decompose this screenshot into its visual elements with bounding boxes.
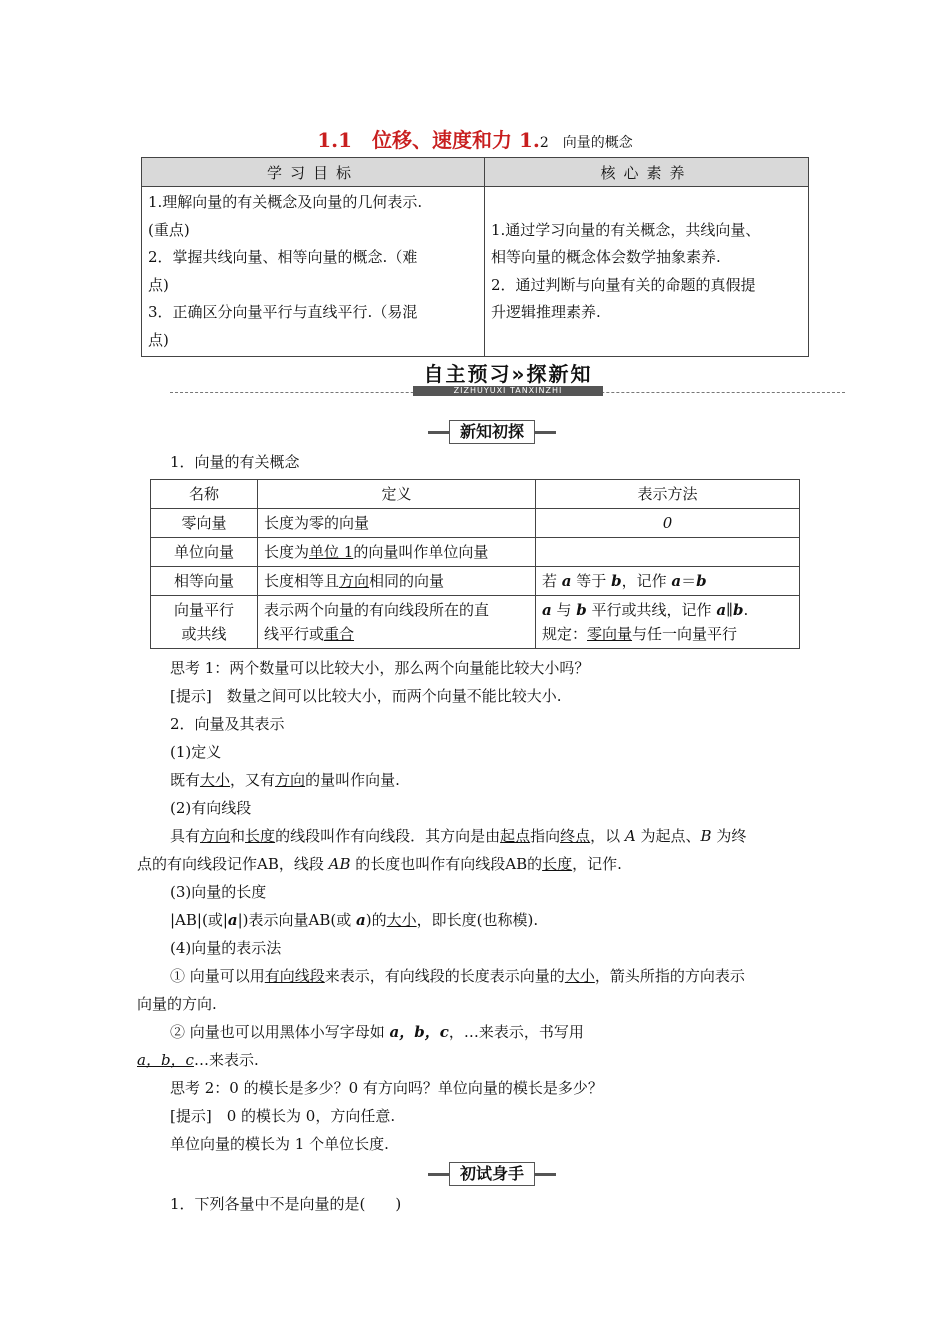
think-1: 思考 1：两个数量可以比较大小，那么两个向量能比较大小吗？	[170, 659, 590, 677]
concept-table: 名称 定义 表示方法 零向量 长度为零的向量 0 单位向量 长度为单位 1的向量叫作单位向量 相等向量 长度相等且方向相同的向量 若 a 等于 b，记作 a＝b 向量平行 或共线 表示两个向量的有向线段所在的直 线平行或重合 a 与 b 平行或共线，记作 a∥b. 规定：零向量与任一向量平行	[150, 479, 800, 649]
hint-1: [提示] 数量之间可以比较大小，而两个向量不能比较大小.	[170, 687, 562, 705]
banner-subtitle: ZIZHUYUXI TANXINZHI	[413, 386, 603, 396]
think-2: 思考 2：0 的模长是多少？0 有方向吗？单位向量的模长是多少？	[170, 1079, 603, 1097]
objectives-left-cell: 1.理解向量的有关概念及向量的几何表示. (重点) 2．掌握共线向量、相等向量的概念.（难 点) 3．正确区分向量平行与直线平行.（易混 点)	[142, 187, 485, 357]
definition-line: 既有大小，又有方向的量叫作向量.	[170, 771, 400, 789]
objectives-head-left: 学习目标	[142, 158, 485, 187]
hint-2: [提示] 0 的模长为 0，方向任意.	[170, 1107, 396, 1125]
chip-try-it: 初试身手	[428, 1162, 556, 1186]
lesson-title: 1.1 位移、速度和力 1.2 向量的概念	[317, 128, 633, 152]
section-banner: 自主预习»探新知 ZIZHUYUXI TANXINZHI	[170, 362, 845, 402]
question-1: 1．下列各量中不是向量的是( )	[170, 1195, 402, 1213]
objectives-table	[141, 157, 809, 357]
objectives-right-cell: 1.通过学习向量的有关概念，共线向量、 相等向量的概念体会数学抽象素养. 2．通过判断与向量有关的命题的真假提 升逻辑推理素养.	[485, 187, 809, 357]
chip-new-knowledge: 新知初探	[428, 420, 556, 444]
section-heading-1: 1．向量的有关概念	[170, 453, 300, 471]
section-heading-2: 2．向量及其表示	[170, 715, 285, 733]
objectives-head-right: 核心素养	[485, 158, 809, 187]
arrow-icon: »	[511, 362, 527, 386]
